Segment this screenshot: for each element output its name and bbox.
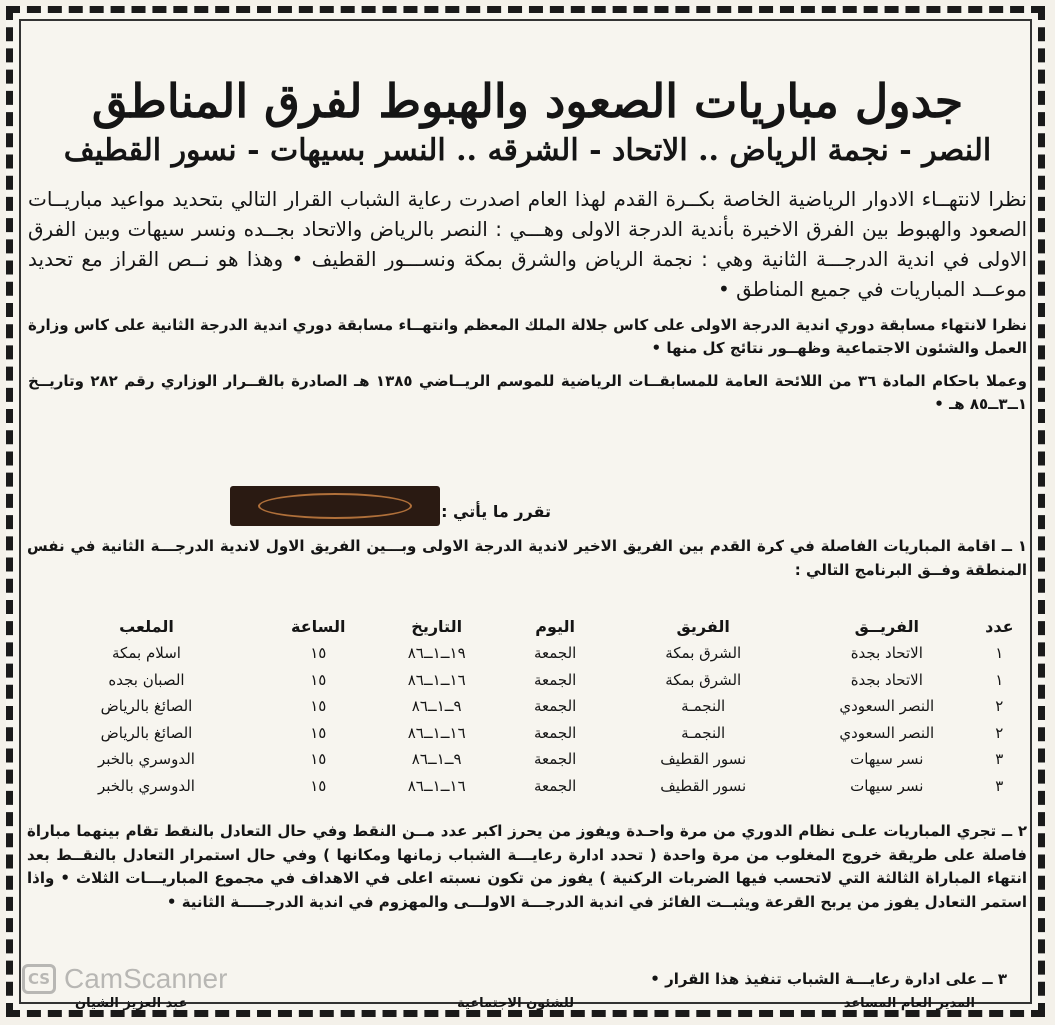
decision-item-1: ١ ــ اقامة المباريات الفاصلة في كرة القدم بين الفريق الاخير لاندية الدرجة الاولى وبـــين الفريق الاول لاندية الدرجـــة الثانية في نفس المنطقة وفــق البرنامج التالي : (27, 537, 1027, 579)
header-number: عدد (985, 616, 1014, 636)
cell-number: ٢ (995, 723, 1004, 742)
cell-team-1: النصر السعودي (839, 697, 935, 716)
cell-venue: الصائغ بالرياض (100, 697, 193, 716)
cell-day: الجمعة (533, 723, 577, 742)
header-venue: الملعب (119, 616, 174, 636)
header-team-1: الفريــق (854, 616, 919, 636)
table-row (28, 693, 1023, 720)
cell-team-2: الشرق بمكة (665, 670, 742, 689)
cell-day: الجمعة (533, 750, 577, 769)
cell-venue: الدوسري بالخبر (97, 750, 195, 769)
cell-time: ١٥ (310, 670, 327, 689)
camscanner-text: CamScanner (64, 963, 228, 994)
cell-number: ٢ (995, 697, 1004, 716)
cell-day: الجمعة (533, 644, 577, 663)
cell-number: ١ (995, 670, 1004, 689)
cell-time: ١٥ (310, 723, 327, 742)
decision-preamble-2: وعملا باحكام المادة ٣٦ من اللائحة العامة للمسابقــات الرياضية للموسم الريــاضي ١٣٨٥ هـ الصادرة بالقــرار الوزاري رقم ٢٨٢ وتاريــخ ١ــ٣ــ٨٥ هـ • (28, 372, 1027, 413)
article (20, 18, 1035, 1011)
article-title: جدول مباريات الصعود والهبوط لفرق المناطق (91, 74, 964, 128)
cell-team-1: النصر السعودي (839, 723, 935, 742)
signature-name: عبد العزيز الشيان (75, 996, 188, 1011)
cell-date: ١٦ــ١ــ٨٦ (407, 776, 466, 795)
fixtures-table (28, 614, 1023, 799)
header-team-2: الفريق (676, 616, 730, 636)
header-time: الساعة (291, 616, 346, 636)
cell-team-2: نسور القطيف (660, 750, 747, 769)
cell-time: ١٥ (310, 776, 327, 795)
table-row (28, 773, 1023, 800)
cell-team-1: نسر سيهات (850, 750, 924, 769)
decision-item-3: ٣ ــ على ادارة رعايـــة الشباب تنفيذ هذا القرار • (650, 970, 1007, 988)
intro-paragraph: نظرا لانتهــاء الادوار الرياضية الخاصة بكــرة القدم لهذا العام اصدرت رعاية الشباب القرار التالي بتحديد مواعيد مباريــات الصعود والهبوط بين الفرق الاخيرة بأندية الدرجة الاولى وهـــي : النصر بالرياض والاتحاد بجــده ونسر سيهات وبين الفرق الاولى في اندية الدرجـــة الثانية وهي : نجمة الرياض والشرق بمكة ونســـور القطيف • وهذا هو نــص القراز مع تحديد موعــد المباريات في جميع المناطق • (28, 187, 1027, 301)
table-row (28, 667, 1023, 694)
cell-day: الجمعة (533, 776, 577, 795)
cell-team-1: الاتحاد بجدة (850, 670, 923, 689)
table-row (28, 746, 1023, 773)
cell-team-2: النجمـة (681, 723, 726, 742)
decision-preamble-1: نظرا لانتهاء مسابقة دوري اندية الدرجة الاولى على كاس جلالة الملك المعظم وانتهــاء مسابقة دوري اندية الدرجة الثانية على كاس وزارة العمل والشئون الاجتماعية وظهــور نتائج كل منها • (28, 316, 1027, 357)
cell-date: ١٩ــ١ــ٨٦ (407, 644, 466, 663)
cell-day: الجمعة (533, 697, 577, 716)
header-date: التاريخ (411, 616, 463, 636)
cell-team-1: الاتحاد بجدة (850, 644, 923, 663)
cell-venue: الدوسري بالخبر (97, 776, 195, 795)
camscanner-logo-icon: CS (22, 964, 56, 994)
decides-heading: تقرر ما يأتي : (441, 502, 551, 521)
cell-time: ١٥ (310, 644, 327, 663)
signature-department: للشئون الاجتماعية (457, 996, 575, 1011)
cell-venue: الصبان بجده (108, 670, 185, 689)
cell-team-2: الشرق بمكة (665, 644, 742, 663)
cell-team-2: نسور القطيف (660, 776, 747, 795)
cell-team-1: نسر سيهات (850, 776, 924, 795)
signatures-row (75, 996, 975, 1011)
cell-time: ١٥ (310, 697, 327, 716)
cell-venue: اسلام بمكة (112, 644, 181, 663)
cell-number: ٣ (995, 776, 1004, 795)
decision-item-2: ٢ ــ تجري المباريات علـى نظام الدوري من مرة واحـدة ويفوز من يحرز اكبر عدد مــن النقط وفي حال التعادل بالنقط تقام بينهما مباراة فاصلة على طريقة خروج المغلوب من مرة واحدة ( تحدد ادارة رعايـــة الشباب زمانها ومكانها ) وفي حال استمرار التعادل بالنقــط بعد انتهاء المباراة الثالثة التي لاتحسب فيها الضربات الركنية ) يفوز من تكون نسبته اعلى في الاهداف في مجموع المباريـــات الثلاث • واذا استمر التعادل يفوز من يربح القرعة ويثبــت الفائز في اندية الدرجـــة الاولـــى والمهزوم في اندية الدرجـــــة الثانية • (27, 822, 1027, 911)
signature-director: المدير العام المساعد (843, 996, 975, 1011)
stamp-image (230, 486, 440, 526)
header-day: اليوم (535, 616, 576, 636)
cell-date: ٩ــ١ــ٨٦ (411, 697, 462, 716)
table-row (28, 720, 1023, 747)
cell-number: ٣ (995, 750, 1004, 769)
cell-number: ١ (995, 644, 1004, 663)
stamp-seal (258, 493, 412, 519)
cell-time: ١٥ (310, 750, 327, 769)
cell-date: ٩ــ١ــ٨٦ (411, 750, 462, 769)
camscanner-watermark (22, 962, 227, 996)
cell-date: ١٦ــ١ــ٨٦ (407, 670, 466, 689)
table-header-row (28, 614, 1023, 640)
cell-day: الجمعة (533, 670, 577, 689)
cell-venue: الصائغ بالرياض (100, 723, 193, 742)
cell-date: ١٦ــ١ــ٨٦ (407, 723, 466, 742)
cell-team-2: النجمـة (681, 697, 726, 716)
table-row (28, 640, 1023, 667)
article-subtitle: النصر - نجمة الرياض .. الاتحاد - الشرقه .. النسر بسيهات - نسور القطيف (63, 133, 992, 168)
